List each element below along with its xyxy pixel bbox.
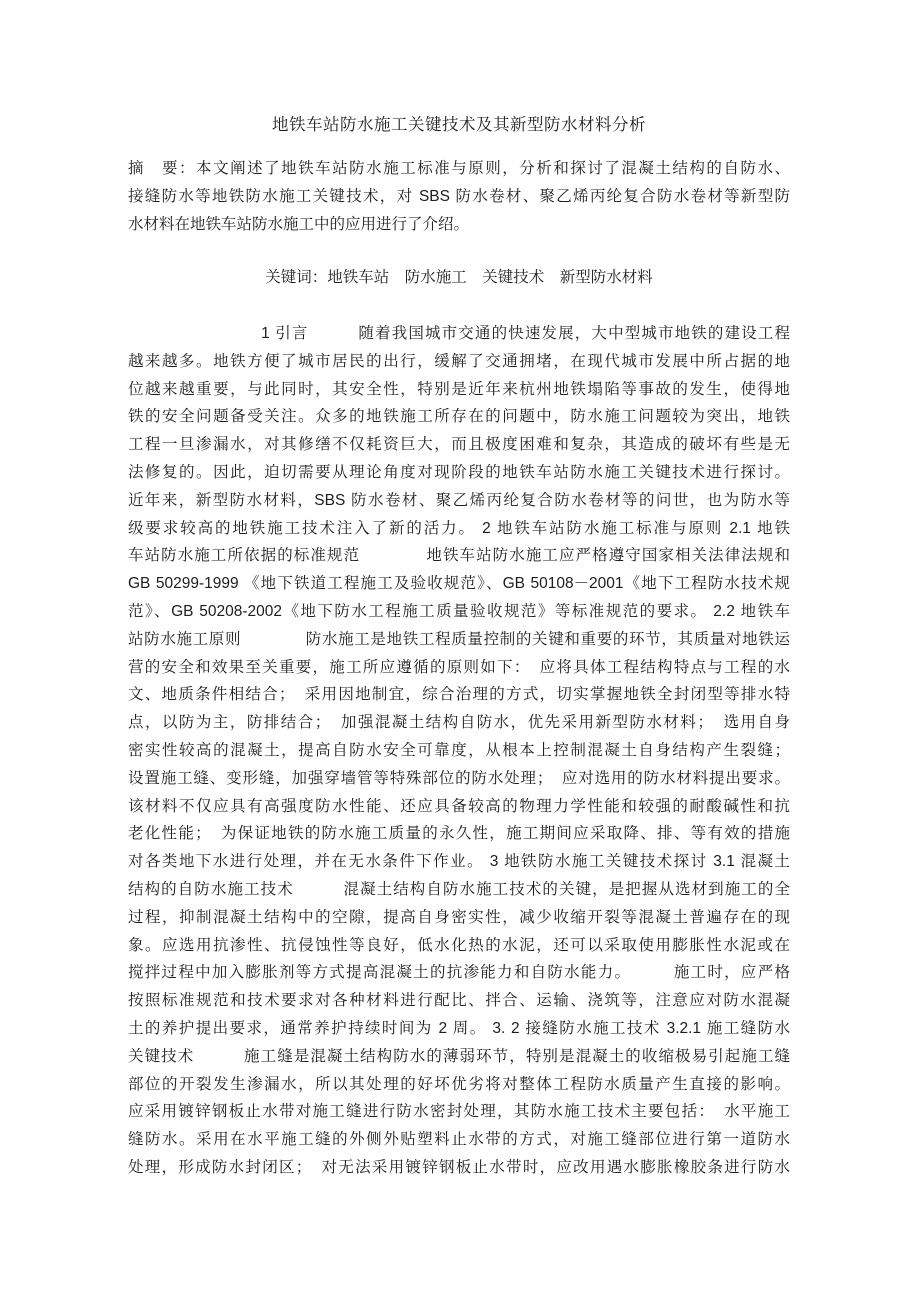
document-content (128, 111, 790, 1182)
body-line: 文、地质条件相结合； 采用因地制宜，综合治理的方式，切实掌握地铁全封闭型等排水特 (128, 686, 790, 704)
body-line: 位越来越重要，与此同时，其安全性，特别是近年来杭州地铁塌陷等事故的发生，使得地 (128, 380, 790, 398)
body-line: 对各类地下水进行处理，并在无水条件下作业。 3 地铁防水施工关键技术探讨 3.1 混凝土 (128, 853, 790, 871)
document-title: 地铁车站防水施工关键技术及其新型防水材料分析 (272, 116, 646, 134)
body-line: 站防水施工原则 防水施工是地铁工程质量控制的关键和重要的环节，其质量对地铁运 (128, 630, 790, 648)
body-line: 范》、GB 50208-2002《地下防水工程施工质量验收规范》等标准规范的要求。 2.2 地铁车 (128, 602, 790, 620)
body-line: 1 引言 随着我国城市交通的快速发展，大中型城市地铁的建设工程 (128, 325, 790, 342)
body-line: 象。应选用抗渗性、抗侵蚀性等良好，低水化热的水泥，还可以采取使用膨胀性水泥或在 (128, 936, 790, 954)
body-line: 级要求较高的地铁施工技术注入了新的活力。 2 地铁车站防水施工标准与原则 2.1 地铁 (128, 519, 790, 537)
body-line: 处理，形成防水封闭区； 对无法采用镀锌钢板止水带时，应改用遇水膨胀橡胶条进行防水 (128, 1158, 790, 1176)
body-paragraph (128, 320, 790, 1182)
body-line: 点，以防为主，防排结合； 加强混凝土结构自防水，优先采用新型防水材料； 选用自身 (128, 714, 790, 732)
body-line: 过程，抑制混凝土结构中的空隙，提高自身密实性，减少收缩开裂等混凝土普遍存在的现 (128, 908, 790, 926)
keywords-line: 关键词：地铁车站 防水施工 关键技术 新型防水材料 (265, 269, 653, 286)
body-line: 结构的自防水施工技术 混凝土结构自防水施工技术的关键，是把握从选材到施工的全 (128, 880, 790, 898)
body-line: 搅拌过程中加入膨胀剂等方式提高混凝土的抗渗能力和自防水能力。 施工时，应严格 (128, 964, 790, 982)
body-line: 法修复的。因此，迫切需要从理论角度对现阶段的地铁车站防水施工关键技术进行探讨。 (128, 463, 790, 481)
body-line: 越来越多。地铁方便了城市居民的出行，缓解了交通拥堵，在现代城市发展中所占据的地 (128, 352, 790, 370)
body-line: 该材料不仅应具有高强度防水性能、还应具备较高的物理力学性能和较强的耐酸碱性和抗 (128, 797, 790, 815)
abstract-line: 接缝防水等地铁防水施工关键技术，对 SBS 防水卷材、聚乙烯丙纶复合防水卷材等新型防 (128, 188, 790, 205)
body-line: 铁的安全问题备受关注。众多的地铁施工所存在的问题中，防水施工问题较为突出，地铁 (128, 408, 790, 426)
body-line: 老化性能； 为保证地铁的防水施工质量的永久性，施工期间应采取降、排、等有效的措施 (128, 825, 790, 843)
body-line: 近年来，新型防水材料，SBS 防水卷材、聚乙烯丙纶复合防水卷材等的问世，也为防水等 (128, 491, 790, 509)
abstract-line: 水材料在地铁车站防水施工中的应用进行了介绍。 (128, 216, 470, 233)
abstract-paragraph (128, 155, 790, 239)
body-line: 工程一旦渗漏水，对其修缮不仅耗资巨大，而且极度困难和复杂，其造成的破坏有些是无 (128, 436, 790, 454)
body-line: GB 50299-1999 《地下铁道工程施工及验收规范》、GB 50108－2001《地下工程防水技术规 (128, 575, 790, 593)
body-line: 密实性较高的混凝土，提高自防水安全可靠度，从根本上控制混凝土自身结构产生裂缝； (128, 741, 790, 759)
abstract-line: 摘 要：本文阐述了地铁车站防水施工标准与原则，分析和探讨了混凝土结构的自防水、 (128, 160, 790, 177)
body-line: 车站防水施工所依据的标准规范 地铁车站防水施工应严格遵守国家相关法律法规和 (128, 547, 790, 565)
body-line: 应采用镀锌钢板止水带对施工缝进行防水密封处理，其防水施工技术主要包括： 水平施工 (128, 1103, 790, 1121)
body-line: 营的安全和效果至关重要，施工所应遵循的原则如下： 应将具体工程结构特点与工程的水 (128, 658, 790, 676)
body-line: 按照标准规范和技术要求对各种材料进行配比、拌合、运输、浇筑等，注意应对防水混凝 (128, 992, 790, 1010)
body-line: 关键技术 施工缝是混凝土结构防水的薄弱环节，特别是混凝土的收缩极易引起施工缝 (128, 1047, 790, 1065)
body-line: 缝防水。采用在水平施工缝的外侧外贴塑料止水带的方式，对施工缝部位进行第一道防水 (128, 1131, 790, 1149)
body-line: 设置施工缝、变形缝，加强穿墙管等特殊部位的防水处理； 应对选用的防水材料提出要求。 (128, 769, 790, 787)
body-line: 部位的开裂发生渗漏水，所以其处理的好坏优劣将对整体工程防水质量产生直接的影响。 (128, 1075, 790, 1093)
body-line: 土的养护提出要求，通常养护持续时间为 2 周。 3. 2 接缝防水施工技术 3.2.1 施工缝防水 (128, 1019, 790, 1037)
